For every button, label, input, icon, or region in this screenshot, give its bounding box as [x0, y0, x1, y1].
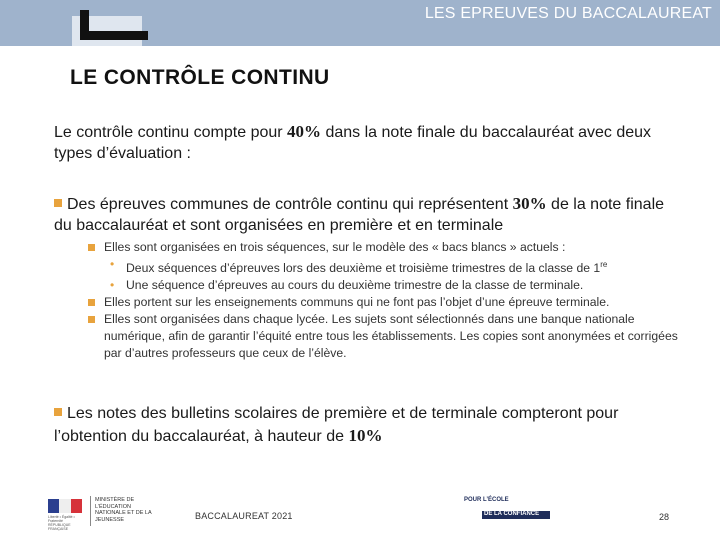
dot-bullet-icon: •	[110, 257, 115, 271]
square-bullet-icon	[88, 299, 95, 306]
marianne-flag-icon	[48, 499, 82, 531]
header-title: LES EPREUVES DU BACCALAUREAT	[424, 5, 712, 22]
intro-percentage: 40%	[287, 122, 322, 141]
square-bullet-icon	[54, 199, 62, 207]
ministry-name: MINISTÈRE DE L’ÉDUCATION NATIONALE ET DE LA JEUNESSE	[95, 497, 152, 523]
confiance-top-text: POUR L’ÉCOLE	[464, 497, 509, 503]
sub-bullet-list	[88, 239, 688, 362]
ecole-confiance-logo	[464, 497, 554, 525]
list-item: Elles sont organisées dans chaque lycée. Les sujets sont sélectionnés dans une banque nationale numérique, afin de garantir l’équité entre tous les établissements. Les copies sont anonymées et corrigées par d’autres professeurs que ceux de l’élève.	[88, 311, 688, 362]
ministry-logo	[44, 496, 152, 531]
republic-caption: Liberté • Égalité • Fraternité RÉPUBLIQUE FRANÇAISE	[48, 515, 75, 531]
list-item: • Deux séquences d’épreuves lors des deuxième et troisième trimestres de la classe de 1re	[110, 257, 608, 275]
bullet2-percentage: 10%	[348, 426, 383, 445]
page-title: LE CONTRÔLE CONTINU	[70, 66, 330, 89]
header-logo	[72, 10, 150, 46]
footer-label: BACCALAUREAT 2021	[195, 511, 293, 521]
square-bullet-icon	[88, 316, 95, 323]
bullet-epreuves-communes: Des épreuves communes de contrôle continu qui représentent 30% de la note finale du baccalauréat et sont organisées en première et en terminale	[54, 194, 665, 234]
list-item: • Une séquence d’épreuves au cours du deuxième trimestre de la classe de terminale.	[110, 278, 584, 292]
square-bullet-icon	[54, 408, 62, 416]
confiance-bottom-text: DE LA CONFIANCE	[484, 511, 540, 517]
dot-bullet-icon: •	[110, 278, 115, 292]
square-bullet-icon	[88, 244, 95, 251]
list-item: Elles portent sur les enseignements communs qui ne font pas l’objet d’une épreuve terminale.	[88, 294, 688, 311]
bullet-notes-bulletins: Les notes des bulletins scolaires de première et de terminale compteront pour l’obtention du baccalauréat, à hauteur de 10%	[54, 405, 619, 445]
list-item: Elles sont organisées en trois séquences, sur le modèle des « bacs blancs » actuels :	[88, 239, 688, 256]
bullet1-percentage: 30%	[512, 194, 547, 213]
intro-paragraph: Le contrôle continu compte pour 40% dans la note finale du baccalauréat avec deux types d’évaluation :	[54, 122, 652, 162]
page-number: 28	[659, 512, 670, 522]
